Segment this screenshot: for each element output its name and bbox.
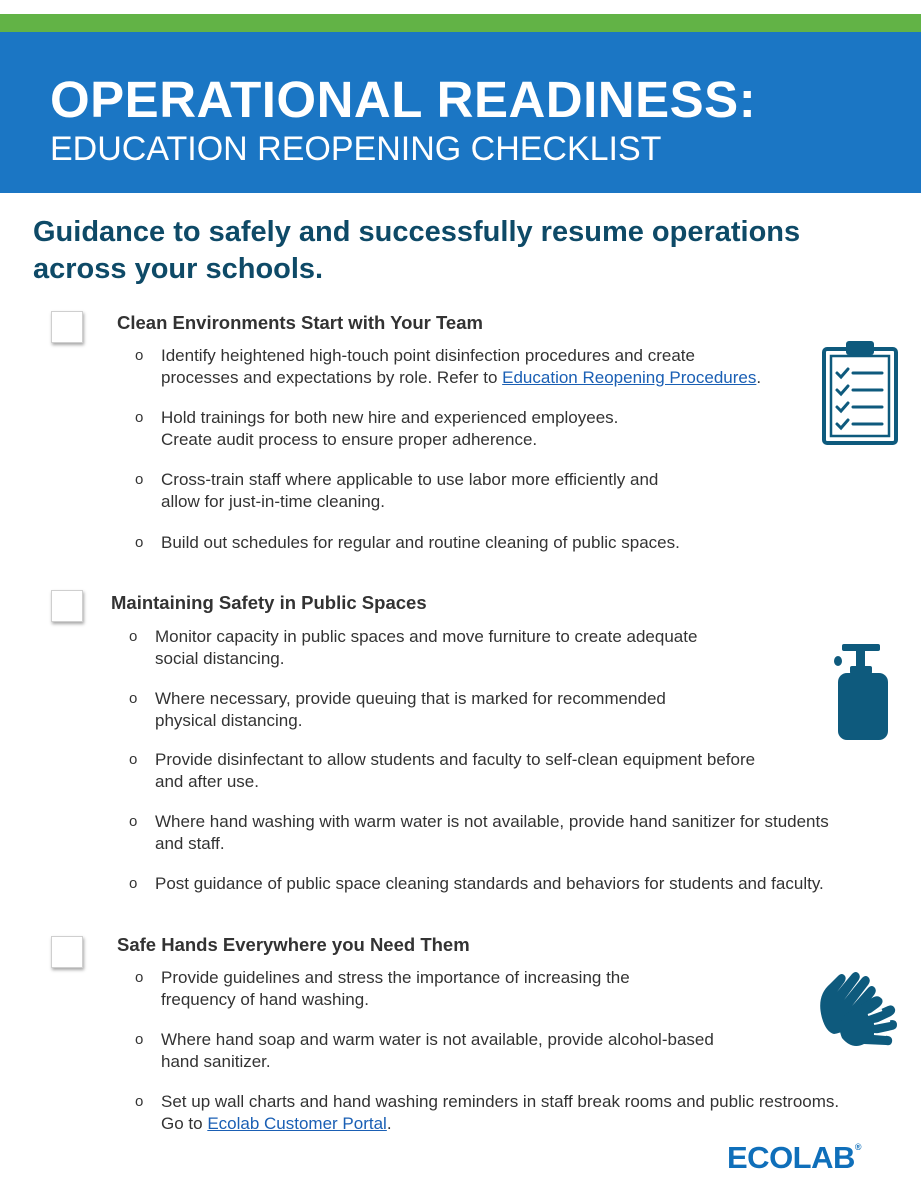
section-2-item-4: o Where hand washing with warm water is not available, provide hand sanitizer for students and staff. [129, 812, 829, 853]
hand-washing-icon [812, 966, 902, 1052]
section-1-item-4: o Build out schedules for regular and routine cleaning of public spaces. [135, 533, 680, 552]
page-title: OPERATIONAL READINESS: [50, 71, 757, 128]
ecolab-customer-portal-link[interactable]: Ecolab Customer Portal [207, 1114, 387, 1133]
section-3-checkbox[interactable] [51, 936, 83, 968]
accent-stripe [0, 14, 921, 32]
section-2-item-2: o Where necessary, provide queuing that is marked for recommended physical distancing. [129, 689, 666, 730]
education-reopening-procedures-link[interactable]: Education Reopening Procedures [502, 368, 757, 387]
section-1-checkbox[interactable] [51, 311, 83, 343]
section-1-item-2: o Hold trainings for both new hire and experienced employees. Create audit process to ensure proper adherence. [135, 408, 619, 449]
section-1-item-1: o Identify heightened high-touch point disinfection procedures and create processes and expectations by role. Refer to Education Reopening Procedures. [135, 346, 762, 387]
section-1-title: Clean Environments Start with Your Team [117, 312, 483, 333]
ecolab-logo: ECOLAB® [727, 1140, 862, 1175]
section-2-checkbox[interactable] [51, 590, 83, 622]
clipboard-checklist-icon [822, 339, 898, 445]
section-2-item-1: o Monitor capacity in public spaces and move furniture to create adequate social distancing. [129, 627, 698, 668]
section-3-item-1: o Provide guidelines and stress the importance of increasing the frequency of hand washing. [135, 968, 630, 1009]
soap-dispenser-icon [830, 640, 892, 742]
header-banner [0, 32, 921, 193]
section-2-item-3: o Provide disinfectant to allow students and faculty to self-clean equipment before and after use. [129, 750, 756, 791]
page-subtitle: EDUCATION REOPENING CHECKLIST [50, 130, 662, 168]
section-3-item-2: o Where hand soap and warm water is not available, provide alcohol-based hand sanitizer. [135, 1030, 714, 1071]
section-3-item-3: o Set up wall charts and hand washing reminders in staff break rooms and public restrooms. Go to Ecolab Customer Portal. [135, 1092, 840, 1133]
guidance-heading: Guidance to safely and successfully resume operations across your schools. [33, 216, 801, 285]
section-2-title: Maintaining Safety in Public Spaces [111, 592, 427, 613]
section-2-item-5: o Post guidance of public space cleaning standards and behaviors for students and faculty. [129, 874, 824, 893]
section-3-title: Safe Hands Everywhere you Need Them [117, 934, 470, 955]
section-1-item-3: o Cross-train staff where applicable to use labor more efficiently and allow for just-in-time cleaning. [135, 470, 659, 511]
